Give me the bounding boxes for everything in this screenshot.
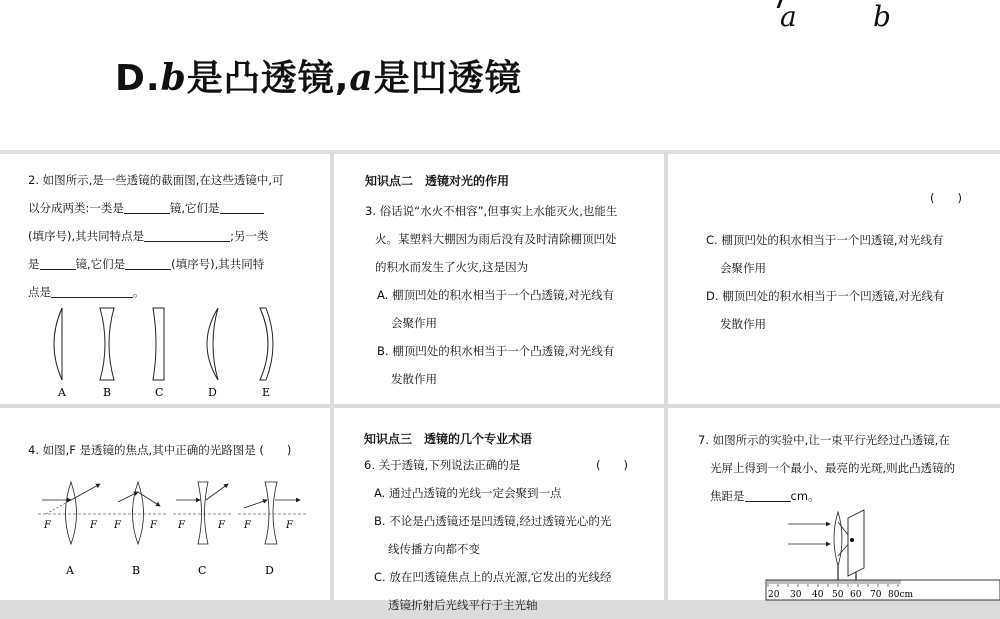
lens-a-plano-convex [54,308,62,380]
q6-option-c[interactable]: C. 放在凹透镜焦点上的点光源,它发出的光线经 [374,570,612,584]
focus-label-a1: F [44,520,51,531]
q4-text: 4. 如图,F 是透镜的焦点,其中正确的光路图是 ( ) [28,443,292,457]
kp2-title: 知识点二 透镜对光的作用 [365,174,510,188]
q3-more-options: C. 棚顶凹处的积水相当于一个凹透镜,对光线有 会聚作用 D. 棚顶凹处的积水相当于一个凹透镜,对光线有 发散作用 [706,226,996,346]
knowledge-point-3-card [334,408,664,612]
ruler-label-80: 80cm [888,590,914,600]
label-a: a [780,0,797,33]
blank-common-feature-1[interactable] [144,228,230,242]
convex-lens [834,512,842,566]
lens-label-d: D [208,386,217,399]
ruler-label-60: 60 [850,590,862,600]
focus-label-d2: F [286,520,293,531]
blank-lens-numbers-1[interactable] [220,200,264,214]
blank-common-feature-2[interactable] [51,284,133,298]
ruler-label-50: 50 [832,590,844,600]
lens-c-plano-concave [153,308,164,380]
lens-e-meniscus [260,308,273,380]
ruler-label-70: 70 [870,590,882,600]
diagram-label-b: B [132,564,141,577]
lens-label-e: E [262,386,271,399]
lens-label-a: A [58,386,66,399]
diagram-d-concave[interactable] [238,482,306,544]
focus-label-b2: F [150,520,157,531]
diagram-a-convex[interactable] [38,482,108,544]
ruler-label-20: 20 [768,590,780,600]
diagram-b-convex[interactable] [108,482,168,544]
q6-option-a[interactable]: A. 通过凸透镜的光线一定会聚到一点 [374,486,562,500]
blank-lens-type-2[interactable] [40,256,76,270]
focus-label-d1: F [244,520,251,531]
lens-b-biconcave [100,308,114,380]
label-b: b [873,0,891,33]
ruler-label-30: 30 [790,590,802,600]
question-4-card [0,408,330,600]
q4-diagram-labels [60,558,300,578]
light-screen [848,510,864,576]
blank-lens-numbers-2[interactable] [125,256,171,270]
diagram-label-d: D [265,564,274,577]
q6-option-b[interactable]: B. 不论是凸透镜还是凹透镜,经过透镜光心的光 [374,514,612,528]
question-7-card [668,408,1000,600]
q3-option-c[interactable]: C. 棚顶凹处的积水相当于一个凹透镜,对光线有 [706,233,944,247]
diagram-label-a: A [66,564,74,577]
blank-focal-length[interactable] [745,488,791,502]
question-3-continued-card [668,154,1000,404]
focus-label-c2: F [218,520,225,531]
q4-ray-diagrams [38,478,308,558]
kp3-title: 知识点三 透镜的几个专业术语 [364,432,533,446]
q6-answer-bracket[interactable]: ( ) [596,458,628,472]
lens-d-meniscus [207,308,218,380]
lens-label-c: C [155,386,164,399]
focus-label-b1: F [114,520,121,531]
ruler-label-40: 40 [812,590,824,600]
question-2-card [0,154,330,404]
focus-label-a2: F [90,520,97,531]
focus-label-c1: F [178,520,185,531]
lens-label-b: B [103,386,112,399]
q3-option-a[interactable]: A. 棚顶凹处的积水相当于一个凸透镜,对光线有 [377,288,615,302]
q7-text: 7. 如图所示的实验中,让一束平行光经过凸透镜,在 光屏上得到一个最小、最亮的光斑,则此凸透镜的 焦距是 cm。 [698,433,956,503]
blank-lens-type-1[interactable] [124,200,170,214]
q3-option-d[interactable]: D. 棚顶凹处的积水相当于一个凹透镜,对光线有 [706,289,945,303]
q3-text: 3. 俗话说“水火不相容”,但事实上水能灭火,也能生 火。某塑料大棚因为雨后没有及时清除棚顶凹处 的积水而发生了火灾,这是因为 A. 棚顶凹处的积水相当于一个凸透镜,对光线有 会聚作用 B. 棚顶凹处的积水相当于一个凸透镜,对光线有 发散作用 [365,204,618,386]
q3-answer-bracket[interactable]: ( ) [930,191,962,205]
q6-text: 6. 关于透镜,下列说法正确的是 ( ) A. 通过凸透镜的光线一定会聚到一点 B. 不论是凸透镜还是凹透镜,经过透镜光心的光 线传播方向都不变 C. 放在凹透镜焦点上的点光源,它发出的光线经 透镜折射后光线平行于主光轴 [364,451,660,601]
diagram-c-concave[interactable] [173,482,233,544]
diagram-label-c: C [198,564,207,577]
option-d-statement: D.b是凸透镜,a是凹透镜 [115,57,522,99]
top-banner [0,0,1000,150]
q2-text: 2. 如图所示,是一些透镜的截面图,在这些透镜中,可 以分成两类:一类是 镜,它们是 (填序号),其共同特点是 ;另一类 是 镜,它们是 (填序号),其共同特 点是 。 [28,173,284,299]
q7-experiment-figure [764,508,1000,600]
knowledge-point-2-card [334,154,664,404]
q3-option-b[interactable]: B. 棚顶凹处的积水相当于一个凸透镜,对光线有 [377,344,615,358]
lens-cross-sections-figure [40,304,300,399]
